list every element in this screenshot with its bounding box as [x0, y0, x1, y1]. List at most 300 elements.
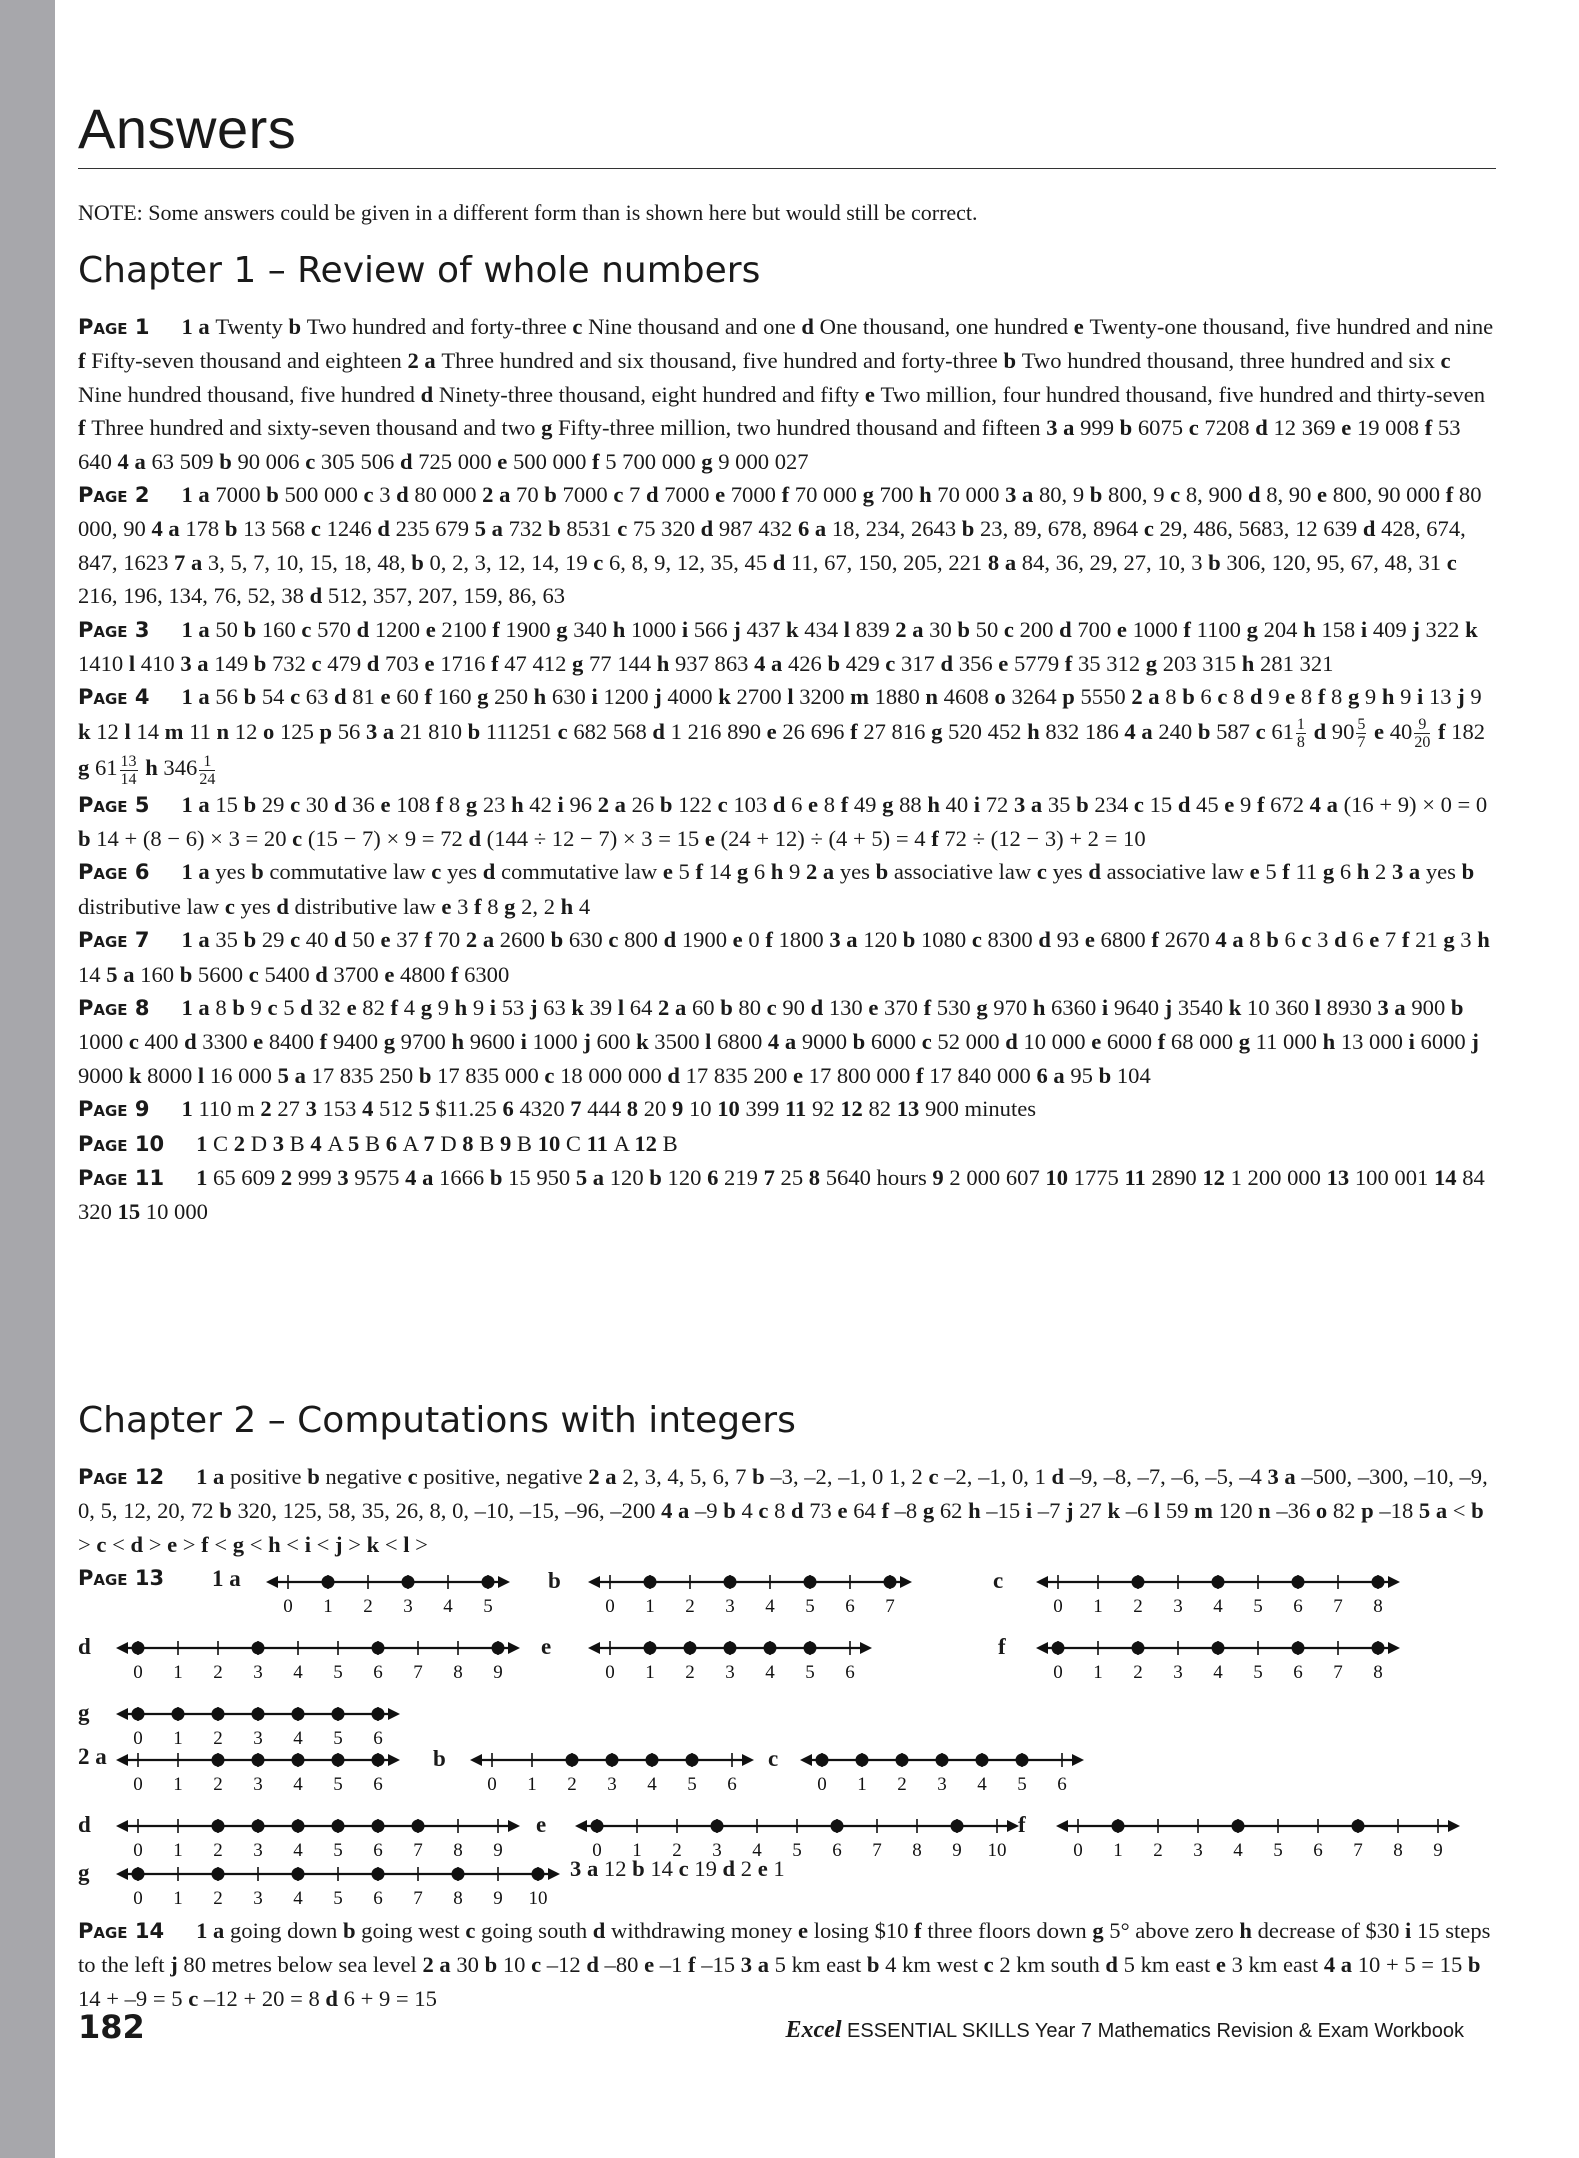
question-number: 6: [502, 1096, 520, 1122]
question-number: i: [1417, 684, 1429, 710]
tick-label: 1: [173, 1728, 183, 1749]
question-number: o: [1315, 1498, 1333, 1524]
plotted-point: [172, 1708, 185, 1721]
plotted-point: [1016, 1754, 1029, 1767]
question-number: j: [1412, 616, 1426, 642]
question-number: k: [128, 1062, 148, 1088]
question-number: e: [715, 482, 731, 508]
question-number: k: [718, 684, 737, 710]
plotted-point: [212, 1708, 225, 1721]
plotted-point: [1292, 1642, 1305, 1655]
tick-label: 9: [493, 1840, 503, 1861]
question-number: c: [310, 516, 327, 542]
question-number: b: [307, 1464, 326, 1489]
question-number: 3 a: [365, 718, 400, 744]
question-number: 1 a: [181, 616, 216, 642]
question-number: c: [311, 651, 328, 677]
question-number: f: [450, 961, 465, 987]
question-number: n: [925, 684, 944, 710]
arrow-left-icon: [116, 1708, 128, 1720]
question-number: g: [572, 651, 589, 677]
tick-label: 6: [845, 1662, 855, 1683]
question-number: 2 a: [422, 1952, 457, 1978]
question-number: f: [390, 994, 404, 1020]
plotted-point: [532, 1868, 545, 1881]
question-number: b: [866, 1952, 886, 1978]
tick-label: 6: [373, 1728, 383, 1749]
question-number: d: [1105, 1952, 1124, 1978]
side-margin-bar: [0, 0, 55, 2158]
plotted-point: [292, 1868, 305, 1881]
tick-label: 5: [792, 1840, 802, 1861]
question-number: 3 a: [1013, 791, 1048, 817]
tick-label: 2: [213, 1662, 223, 1683]
question-number: b: [961, 516, 980, 542]
question-number: j: [1457, 684, 1471, 710]
question-number: f: [881, 1498, 895, 1524]
question-number: g: [736, 859, 754, 885]
question-number: c: [613, 482, 630, 508]
question-number: e: [808, 791, 824, 817]
arrow-left-icon: [116, 1868, 128, 1880]
page-label: Page 7: [78, 928, 150, 953]
question-number: b: [418, 1062, 438, 1088]
question-number: b: [243, 616, 262, 642]
tick-label: 8: [453, 1888, 463, 1909]
question-number: c: [758, 1498, 775, 1524]
question-number: g: [556, 616, 574, 642]
question-number: f: [1317, 684, 1331, 710]
question-number: c: [363, 482, 380, 508]
question-number: 2: [260, 1096, 278, 1122]
tick-label: 5: [1253, 1596, 1263, 1617]
tick-label: 10: [528, 1888, 548, 1909]
question-number: 3: [305, 1096, 323, 1122]
question-number: e: [1215, 1952, 1232, 1978]
question-number: 8: [462, 1130, 480, 1156]
question-number: c: [96, 1531, 113, 1557]
tick-label: 1: [1093, 1596, 1103, 1617]
page-13-label: Page 13: [78, 1566, 165, 1590]
arrow-left-icon: [800, 1754, 812, 1766]
tick-label: 2: [1133, 1596, 1143, 1617]
question-number: d: [1250, 684, 1269, 710]
plotted-point: [976, 1754, 989, 1767]
plotted-point: [132, 1868, 145, 1881]
tick-label: 3: [725, 1596, 735, 1617]
tick-label: 6: [1057, 1774, 1067, 1795]
question-number: i: [1025, 1498, 1038, 1524]
question-number: b: [550, 927, 569, 953]
question-number: d: [300, 994, 319, 1020]
question-number: 3 a: [1267, 1464, 1302, 1489]
question-number: d: [1088, 859, 1107, 885]
tick-label: 6: [727, 1774, 737, 1795]
question-number: 6 a: [797, 516, 832, 542]
question-number: 10: [717, 1096, 746, 1122]
question-number: i: [1360, 616, 1373, 642]
question-number: d: [810, 994, 829, 1020]
question-number: d: [399, 448, 419, 474]
question-number: f: [1445, 482, 1459, 508]
question-number: g: [1092, 1918, 1110, 1943]
question-number: 1: [196, 1164, 214, 1190]
tick-label: 4: [977, 1774, 987, 1795]
tick-label: 9: [952, 1840, 962, 1861]
question-number: 3: [272, 1130, 290, 1156]
question-number: 10: [537, 1130, 566, 1156]
question-number: o: [994, 684, 1012, 710]
plotted-point: [1232, 1820, 1245, 1833]
question-number: h: [1032, 994, 1052, 1020]
page-answer-block: Page 2 1 a 7000 b 500 000 c 3 d 80 000 2 a 70 b 7000 c 7 d 7000 e 7000 f 70 000 g 700 h 70 000 3 a 80, 9 b 800, 9 c 8, 900 d 8, 90 e 800, 90 000 f 80 000, 90 4 a 178 b 13 568 c 1246 d 235 679 5 a 732 b 8531 c 75 320 d 987 432 6 a 18, 234, 2643 b 23, 89, 678, 8964 c 29, 486, 5683, 12 639 d 428, 674, 847, 1623 7 a 3, 5, 7, 10, 15, 18, 48, b 0, 2, 3, 12, 14, 19 c 6, 8, 9, 12, 35, 45 d 11, 67, 150, 205, 221 8 a 84, 36, 29, 27, 10, 3 b 306, 120, 95, 67, 48, 31 c 216, 196, 134, 76, 52, 38 d 512, 357, 207, 159, 86, 63: [78, 482, 1482, 609]
question-number: f: [201, 1531, 215, 1557]
question-number: 13: [896, 1096, 925, 1122]
tick-label: 0: [133, 1728, 143, 1749]
question-number: k: [1107, 1498, 1126, 1524]
question-number: h: [927, 791, 946, 817]
question-number: b: [902, 927, 921, 953]
question-number: e: [497, 448, 513, 474]
plotted-point: [896, 1754, 909, 1767]
note-text: NOTE: Some answers could be given in a different form than is shown here but would still be correct.: [78, 200, 978, 225]
question-number: g: [862, 482, 880, 508]
question-number: d: [663, 927, 682, 953]
page-label: Page 4: [78, 685, 150, 710]
question-number: e: [1317, 482, 1333, 508]
question-number: g: [504, 893, 522, 919]
question-number: 2 a: [482, 482, 517, 508]
question-number: e: [424, 651, 441, 677]
question-number: c: [305, 448, 321, 474]
question-number: 3 a: [1005, 482, 1039, 508]
question-number: 6: [707, 1164, 725, 1190]
question-number: m: [850, 684, 875, 710]
tick-label: 6: [832, 1840, 842, 1861]
tick-label: 1: [527, 1774, 537, 1795]
question-number: c: [1217, 684, 1234, 710]
question-number: e: [704, 825, 721, 851]
question-number: g: [541, 415, 559, 441]
plotted-point: [132, 1708, 145, 1721]
question-number: 1 a: [181, 859, 216, 885]
number-line-graphic: [1056, 1812, 1460, 1860]
question-number: d: [652, 718, 671, 744]
question-number: f: [592, 448, 606, 474]
question-number: e: [380, 791, 397, 817]
question-number: b: [852, 1029, 871, 1055]
question-number: h: [560, 893, 579, 919]
question-number: f: [1157, 1029, 1171, 1055]
tick-label: 5: [687, 1774, 697, 1795]
tick-label: 7: [413, 1840, 423, 1861]
page-title: Answers: [78, 97, 297, 160]
question-number: c: [1301, 927, 1318, 953]
question-number: h: [919, 482, 938, 508]
question-number: h: [511, 791, 530, 817]
question-number: g: [976, 994, 994, 1020]
tick-label: 7: [413, 1662, 423, 1683]
question-number: p: [1361, 1498, 1380, 1524]
tick-label: 5: [333, 1888, 343, 1909]
question-number: 4 a: [754, 651, 788, 677]
question-number: b: [411, 549, 430, 575]
question-number: h: [1356, 859, 1375, 885]
arrow-left-icon: [1036, 1642, 1048, 1654]
tick-label: 0: [133, 1840, 143, 1861]
question-number: c: [1255, 718, 1272, 744]
question-number: d: [1059, 616, 1078, 642]
question-number: d: [334, 927, 353, 953]
question-number: h: [1381, 684, 1401, 710]
page-label: Page 2: [78, 483, 150, 508]
tick-label: 4: [293, 1774, 303, 1795]
page-12-answers: [78, 1460, 1496, 1561]
question-number: 13: [1326, 1164, 1355, 1190]
question-number: b: [659, 791, 679, 817]
question-number: b: [288, 314, 307, 339]
question-number: c: [971, 927, 988, 953]
question-number: c: [557, 718, 574, 744]
tick-label: 2: [213, 1888, 223, 1909]
arrow-left-icon: [1056, 1820, 1068, 1832]
tick-label: 7: [1353, 1840, 1363, 1861]
question-number: l: [128, 651, 141, 677]
question-number: b: [632, 1856, 651, 1881]
tick-label: 3: [253, 1888, 263, 1909]
page-label: Page 8: [78, 995, 150, 1020]
question-number: g: [931, 718, 949, 744]
question-number: i: [681, 616, 694, 642]
tick-label: 2: [685, 1662, 695, 1683]
tick-label: 6: [1313, 1840, 1323, 1861]
question-number: b: [243, 684, 262, 710]
number-line-label: e: [541, 1634, 552, 1659]
question-number: c: [1446, 549, 1457, 575]
question-number: h: [1477, 927, 1490, 953]
page-label: Page 12: [78, 1465, 165, 1489]
question-number: h: [770, 859, 790, 885]
question-number: h: [451, 1029, 470, 1055]
fraction: $\frac{1}{8}$: [1296, 716, 1305, 752]
tick-label: 3: [253, 1662, 263, 1683]
question-number: b: [243, 927, 262, 953]
tick-label: 0: [592, 1840, 602, 1861]
tick-label: 8: [1373, 1662, 1383, 1683]
question-number: d: [700, 516, 719, 542]
tick-label: 2: [897, 1774, 907, 1795]
question-number: 4 a: [1215, 927, 1250, 953]
question-number: d: [1334, 927, 1353, 953]
question-number: b: [1461, 859, 1475, 885]
question-number: e: [441, 893, 458, 919]
question-number: n: [1258, 1498, 1277, 1524]
question-number: e: [798, 1918, 814, 1943]
tick-label: 0: [133, 1662, 143, 1683]
tick-label: 6: [373, 1774, 383, 1795]
question-number: f: [695, 859, 709, 885]
page-answer-block: Page 10 1 C 2 D 3 B 4 A 5 B 6 A 7 D 8 B 9 B 10 C 11 A 12 B: [78, 1130, 678, 1156]
question-number: c: [593, 549, 609, 575]
question-number: 3 a: [829, 927, 864, 953]
number-line-1g: [78, 1700, 1496, 1750]
tick-label: 4: [1213, 1662, 1223, 1683]
question-number: 2 a: [588, 1464, 623, 1489]
tick-label: 0: [605, 1596, 615, 1617]
tick-label: 2: [213, 1840, 223, 1861]
question-number: b: [1208, 549, 1227, 575]
number-line-graphic: [800, 1746, 1084, 1794]
question-number: 7: [423, 1130, 441, 1156]
question-number: b: [232, 994, 251, 1020]
question-number: c: [766, 994, 783, 1020]
tick-label: 2: [672, 1840, 682, 1861]
page-answer-block: Page 7 1 a 35 b 29 c 40 d 50 e 37 f 70 2 a 2600 b 630 c 800 d 1900 e 0 f 1800 3 a 120 b 1080 c 8300 d 93 e 6800 f 2670 4 a 8 b 6 c 3 d 6 e 7 f 21 g 3 h 14 5 a 160 b 5600 c 5400 d 3700 e 4800 f 6300: [78, 927, 1490, 987]
tick-label: 5: [483, 1596, 493, 1617]
question-number: j: [1066, 1498, 1080, 1524]
question-number: o: [263, 718, 280, 744]
question-number: d: [366, 651, 385, 677]
question-number: f: [435, 791, 449, 817]
question-number: b: [649, 1164, 668, 1190]
question-number: e: [1285, 684, 1301, 710]
question-number: d: [667, 1062, 686, 1088]
number-line-label: e: [536, 1812, 547, 1837]
arrow-right-icon: [1448, 1820, 1460, 1832]
question-number: e: [732, 927, 749, 953]
question-number: h: [145, 755, 164, 781]
question-number: e: [384, 961, 401, 987]
question-number: j: [170, 1952, 184, 1978]
question-number: p: [1062, 684, 1081, 710]
question-number: f: [1401, 927, 1416, 953]
question-number: d: [184, 1029, 203, 1055]
question-number: 2 a: [805, 859, 840, 885]
question-number: b: [875, 859, 894, 885]
question-number: c: [1170, 482, 1186, 508]
question-number: d: [1255, 415, 1274, 441]
question-number: 9: [671, 1096, 689, 1122]
tick-label: 4: [1213, 1596, 1223, 1617]
question-number: 9: [499, 1130, 517, 1156]
question-number: d: [1005, 1029, 1024, 1055]
question-number: 12: [840, 1096, 869, 1122]
tick-label: 0: [1053, 1596, 1063, 1617]
question-number: e: [1116, 616, 1133, 642]
question-number: 7: [763, 1164, 781, 1190]
tick-label: 1: [857, 1774, 867, 1795]
number-line-2g: [78, 1860, 1496, 1910]
question-number: 5 a: [277, 1062, 312, 1088]
question-number: 11: [1124, 1164, 1152, 1190]
question-number: 5: [348, 1130, 365, 1156]
tick-label: 5: [333, 1840, 343, 1861]
tick-label: 1: [173, 1888, 183, 1909]
question-number: b: [548, 516, 567, 542]
question-number: 1 a: [181, 927, 216, 953]
question-number: b: [752, 1464, 771, 1489]
page-answer-block: Page 11 1 65 609 2 999 3 9575 4 a 1666 b 15 950 5 a 120 b 120 6 219 7 25 8 5640 hours 9 2 000 607 10 1775 11 2890 12 1 200 000 13 100 001 14 84 320 15 10 000: [78, 1164, 1485, 1225]
question-number: j: [733, 616, 747, 642]
question-number: 4 a: [1124, 718, 1159, 744]
question-number: b: [484, 1952, 503, 1978]
question-number: c: [248, 961, 265, 987]
question-number: c: [290, 684, 306, 710]
tick-label: 1: [173, 1774, 183, 1795]
tick-label: 7: [885, 1596, 895, 1617]
page-answer-block: Page 6 1 a yes b commutative law c yes d commutative law e 5 f 14 g 6 h 9 2 a yes b associative law c yes d associative law e 5 f 11 g 6 h 2 3 a yes b distributive law c yes d distributive law e 3 f 8 g 2, 2 h 4: [78, 859, 1475, 919]
question-number: e: [868, 994, 885, 1020]
question-number: 2: [280, 1164, 298, 1190]
question-number: 7: [570, 1096, 588, 1122]
question-number: e: [167, 1531, 183, 1557]
question-number: h: [1239, 1918, 1258, 1943]
question-number: l: [787, 684, 800, 710]
number-line-label: f: [998, 1634, 1006, 1659]
question-number: g: [1246, 616, 1264, 642]
question-number: 3 a: [1377, 994, 1412, 1020]
question-number: d: [420, 381, 439, 407]
question-number: d: [276, 893, 295, 919]
question-number: 9: [932, 1164, 950, 1190]
question-number: d: [772, 549, 792, 575]
tick-label: 3: [607, 1774, 617, 1795]
question-number: c: [617, 516, 633, 542]
question-number: 4 a: [151, 516, 186, 542]
question-number: h: [968, 1498, 987, 1524]
question-number: 4: [362, 1096, 380, 1122]
number-line-graphic: [116, 1700, 400, 1748]
question-number: 2 a: [597, 791, 632, 817]
tick-label: 3: [712, 1840, 722, 1861]
question-number: e: [425, 616, 442, 642]
tick-label: 3: [253, 1728, 263, 1749]
question-number: 4 a: [405, 1164, 440, 1190]
page-answer-block: Page 3 1 a 50 b 160 c 570 d 1200 e 2100 f 1900 g 340 h 1000 i 566 j 437 k 434 l 839 2 a 30 b 50 c 200 d 700 e 1000 f 1100 g 204 h 158 i 409 j 322 k 1410 l 410 3 a 149 b 732 c 479 d 703 e 1716 f 47 412 g 77 144 h 937 863 4 a 426 b 429 c 317 d 356 e 5779 f 35 312 g 203 315 h 281 321: [78, 616, 1478, 677]
page-answer-block: Page 14 1 a going down b going west c going south d withdrawing money e losing $10 f three floors down g 5° above zero h decrease of $30 i 15 steps to the left j 80 metres below sea level 2 a 30 b 10 c –12 d –80 e –1 f –15 3 a 5 km east b 4 km west c 2 km south d 5 km east e 3 km east 4 a 10 + 5 = 15 b 14 + –9 = 5 c –12 + 20 = 8 d 6 + 9 = 15: [78, 1918, 1491, 2011]
question-number: l: [843, 616, 856, 642]
chapter-1-heading: Chapter 1 – Review of whole numbers: [78, 250, 761, 291]
number-line-label: d: [78, 1634, 91, 1659]
question-number: e: [1369, 927, 1385, 953]
question-number: f: [1151, 927, 1165, 953]
tick-label: 3: [1193, 1840, 1203, 1861]
tick-label: 0: [1073, 1840, 1083, 1861]
question-number: c: [928, 1464, 945, 1489]
tick-label: 5: [805, 1596, 815, 1617]
tick-label: 0: [605, 1662, 615, 1683]
question-number: 8: [808, 1164, 826, 1190]
fraction: $\frac{13}{14}$: [120, 752, 137, 788]
question-number: c: [531, 1952, 547, 1978]
tick-label: 4: [765, 1662, 775, 1683]
tick-label: 1: [1113, 1840, 1123, 1861]
question-number: c: [921, 1029, 938, 1055]
page-label: Page 14: [78, 1919, 165, 1943]
question-number: b: [251, 859, 270, 885]
question-number: 5: [418, 1096, 436, 1122]
question-number: d: [1051, 1464, 1070, 1489]
question-number: j: [654, 684, 668, 710]
tick-label: 8: [912, 1840, 922, 1861]
question-number: 6 a: [1036, 1062, 1071, 1088]
plotted-point: [1052, 1642, 1065, 1655]
question-number: b: [1076, 791, 1095, 817]
question-number: b: [342, 1918, 362, 1943]
question-number: f: [850, 718, 864, 744]
question-number: c: [407, 1464, 424, 1489]
question-number: b: [1119, 415, 1138, 441]
